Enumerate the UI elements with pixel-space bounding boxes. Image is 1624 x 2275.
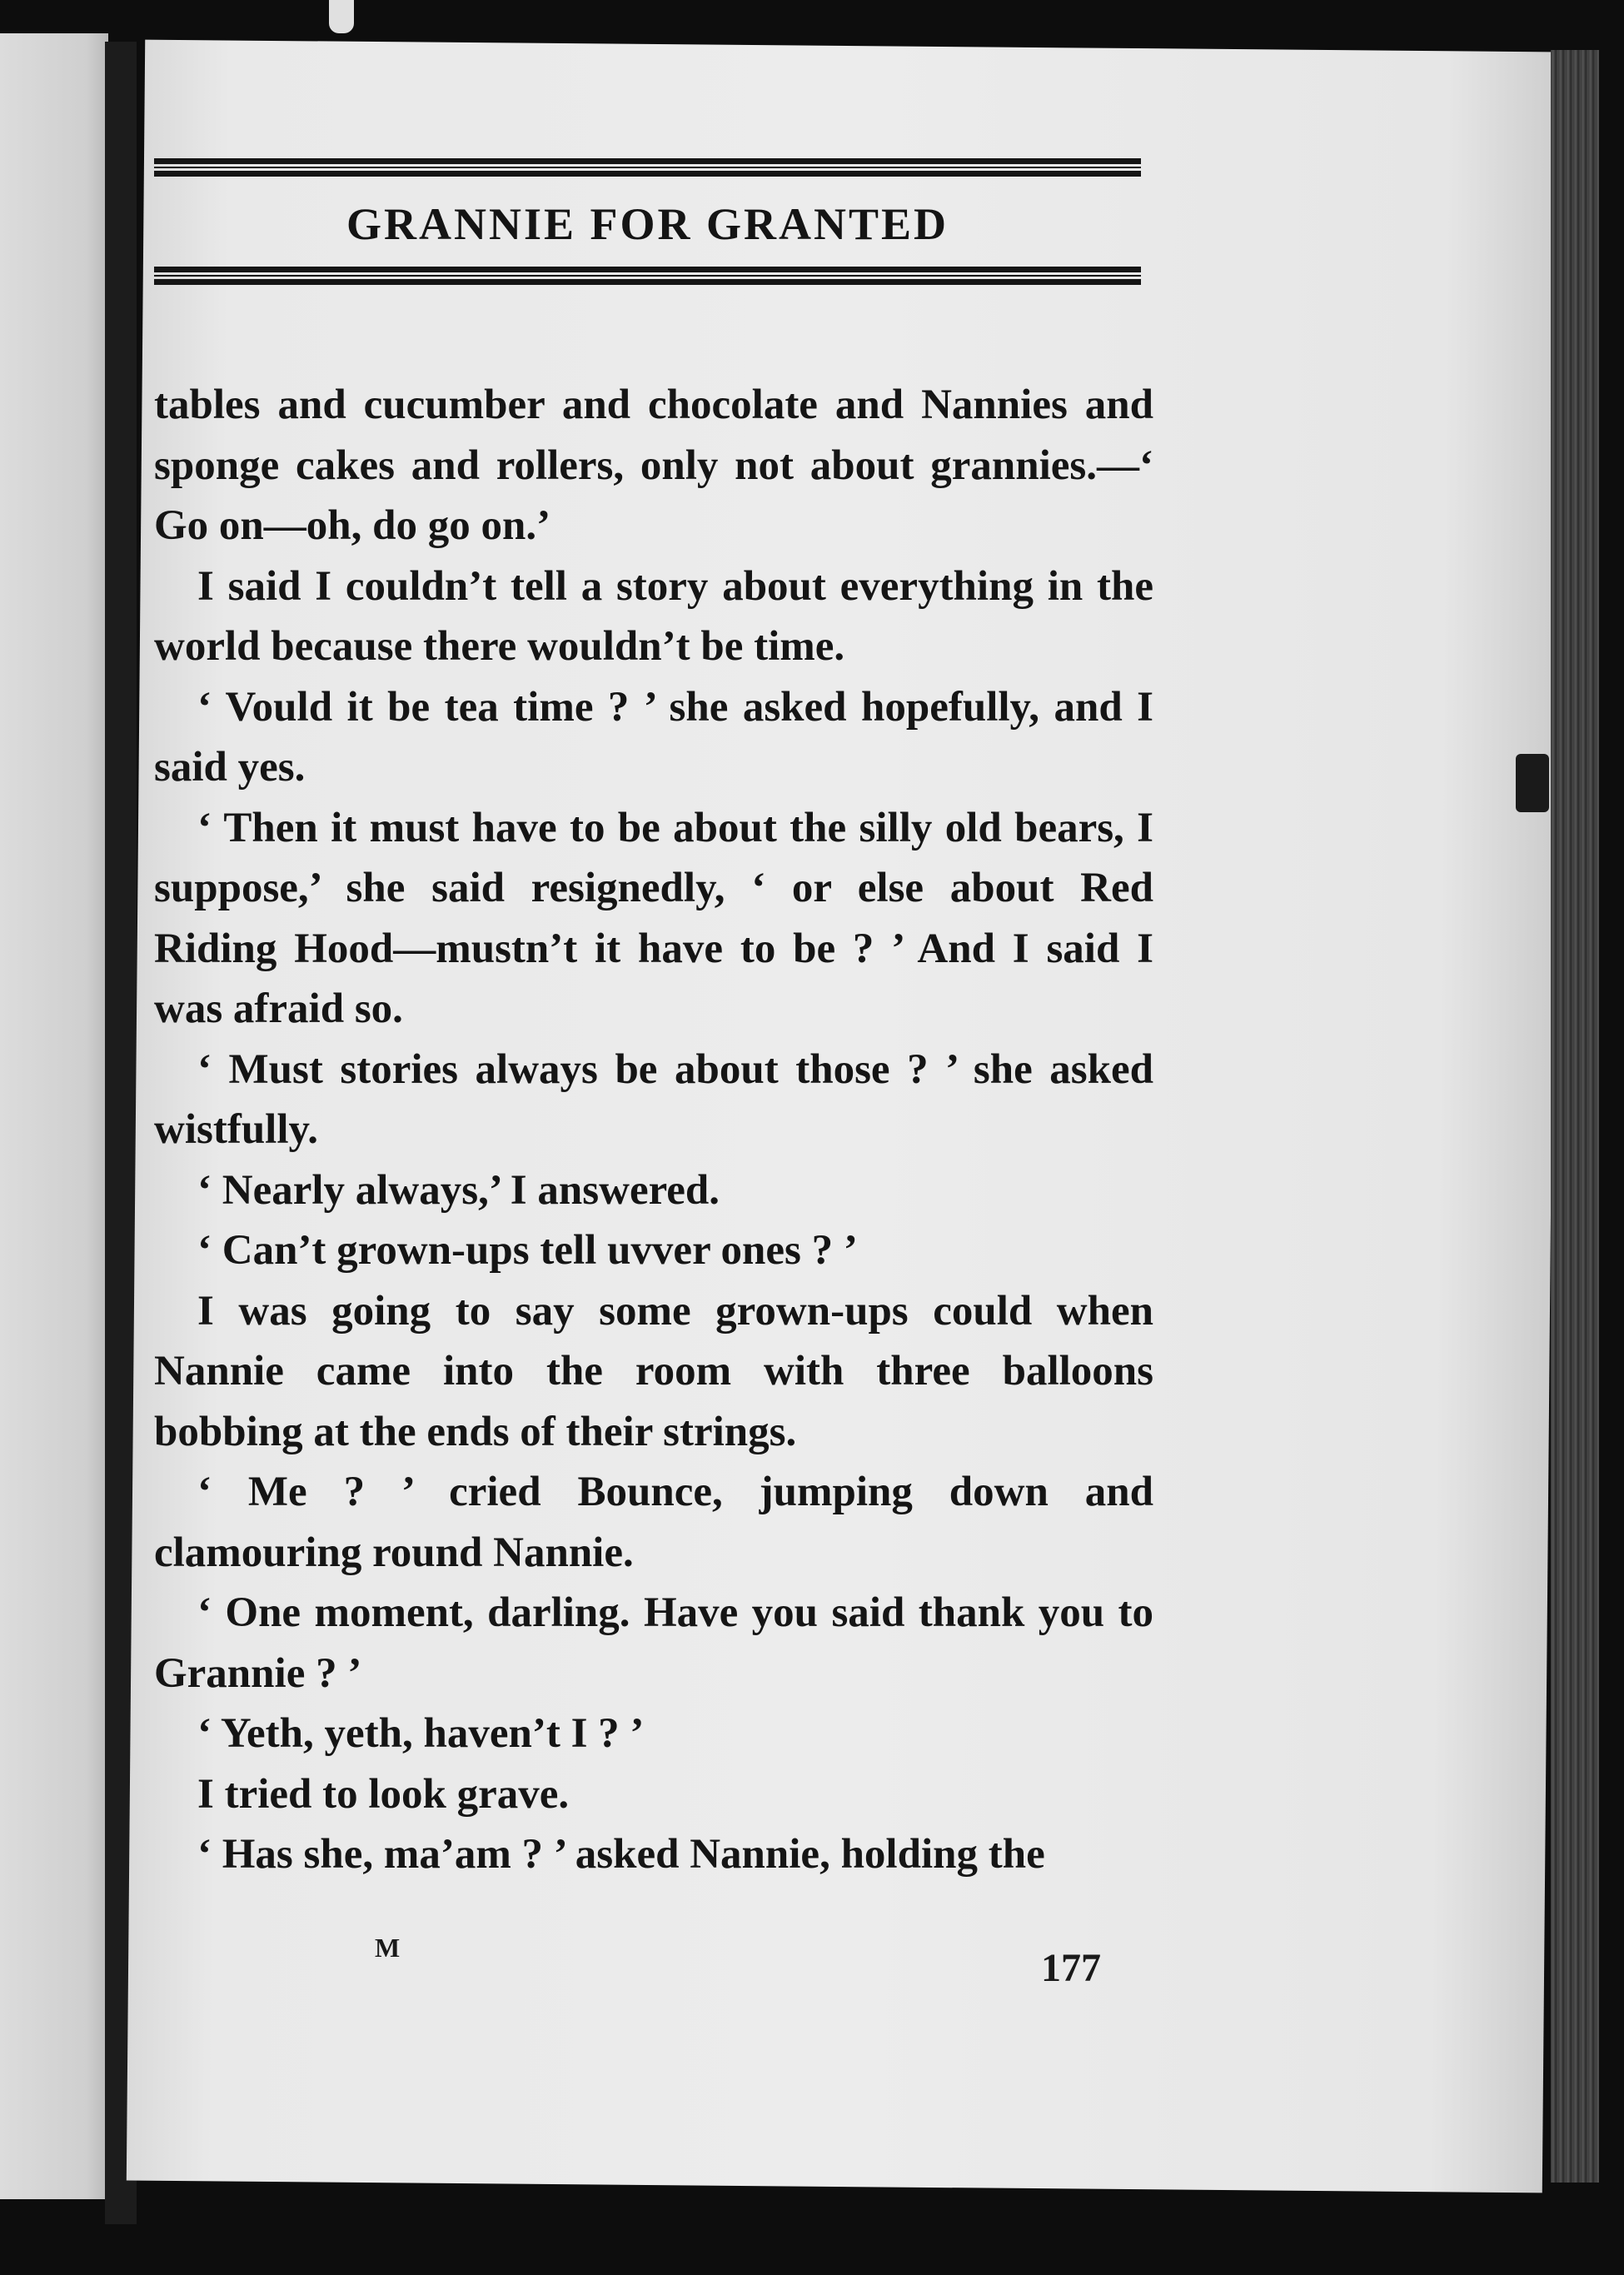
clip-mark	[1516, 754, 1549, 812]
bottom-double-rule	[154, 267, 1141, 285]
paragraph: ‘ Me ? ’ cried Bounce, jumping down and clamouring round Nannie.	[154, 1469, 1153, 1576]
signature-mark: M	[375, 1933, 401, 1963]
paragraph: ‘ Can’t grown-ups tell uvver ones ? ’	[197, 1227, 858, 1274]
body-text	[154, 375, 1153, 1885]
top-double-rule	[154, 158, 1141, 177]
page-number: 177	[1041, 1946, 1101, 1990]
page-header	[154, 158, 1141, 285]
paragraph: ‘ One moment, darling. Have you said thank you to Grannie ? ’	[154, 1589, 1153, 1697]
paragraph: I was going to say some grown-ups could when Nannie came into the room with three balloons bobbing at the ends of their strings.	[154, 1287, 1153, 1455]
paragraph: I tried to look grave.	[197, 1770, 570, 1818]
paragraph: ‘ Vould it be tea time ? ’ she asked hopefully, and I said yes.	[154, 683, 1153, 791]
running-head: GRANNIE FOR GRANTED	[346, 199, 949, 249]
scan-artifact	[329, 0, 354, 33]
page-block-edge	[1551, 50, 1599, 2183]
paragraph: ‘ Yeth, yeth, haven’t I ? ’	[197, 1710, 645, 1757]
paragraph: ‘ Then it must have to be about the silly old bears, I suppose,’ she said resignedly, ‘ or else about Red Riding Hood—mustn’t it have to be ? ’ And I said I was afraid so.	[154, 804, 1153, 1032]
paragraph: ‘ Must stories always be about those ? ’ she asked wistfully.	[154, 1045, 1153, 1153]
paragraph: ‘ Has she, ma’am ? ’ asked Nannie, holding the	[197, 1831, 1045, 1878]
paragraph: I said I couldn’t tell a story about everything in the world because there wouldn’t be time.	[154, 562, 1153, 670]
paragraph: tables and cucumber and chocolate and Nannies and sponge cakes and rollers, only not about grannies.—‘ Go on—oh, do go on.’	[154, 382, 1153, 549]
paragraph: ‘ Nearly always,’ I answered.	[197, 1166, 720, 1214]
left-page-edge	[0, 33, 108, 2199]
